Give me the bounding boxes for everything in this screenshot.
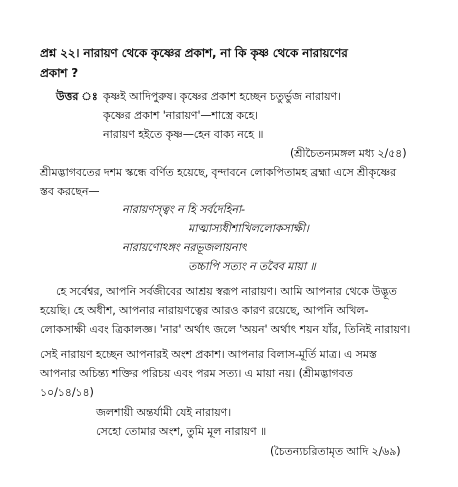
verse-line: জলশায়ী অন্তর্যামী যেই নারায়ণ। (96, 406, 232, 419)
paragraph-line: লোকসাক্ষী এবং ত্রিকালজ্ঞ। 'নার' অর্থাৎ জলে 'অয়ন' অর্থাৎ শয়ন যাঁর, তিনিই নারায়ণ। (40, 323, 411, 336)
paragraph-line: হয়েছি। হে অধীশ, আপনার নারায়ণত্বের আরও কারণ রয়েছে, আপনি অখিল- (40, 304, 369, 317)
paragraph-line: স্তব করছেন— (40, 185, 100, 198)
paragraph-line: হে সর্বেশ্বর, আপনি সর্বজীবের আশ্রয় স্বরূপ নারায়ণ। আমি আপনার থেকে উদ্ভূত (56, 285, 397, 298)
paragraph-line: ১০/১৪/১৪) (40, 386, 94, 399)
citation-chaitanya-charitamrita: (চৈতন্যচরিতামৃত আদি ২/৬৯) (270, 445, 401, 458)
answer-line-1: কৃষ্ণই আদিপুরুষ। কৃষ্ণের প্রকাশ হচ্ছেন চতুর্ভুজ নারায়ণ। (103, 90, 341, 103)
verse-line: নারায়ণস্ত্বং ন হি সর্বদেহিনা- (122, 203, 245, 216)
verse-line: তচ্চাপি সত্যং ন তবৈব মায়া ॥ (188, 260, 316, 273)
answer-line-2: কৃষ্ণের প্রকাশ 'নারায়ণ'—শাস্ত্রে কহে। (103, 109, 258, 122)
question-line-2: প্রকাশ ? (40, 66, 79, 80)
paragraph-line: শ্রীমদ্ভাগবতের দশম স্কন্ধে বর্ণিত হয়েছে, বৃন্দাবনে লোকপিতামহ ব্রহ্মা এসে শ্রীকৃষ্ণের (40, 166, 397, 179)
paragraph-line: আপনার অচিন্ত্য শক্তির পরিচয় এবং পরম সত্য। এ মায়া নয়। (শ্রীমদ্ভাগবত (40, 367, 353, 380)
question-line-1: প্রশ্ন ২২। নারায়ণ থেকে কৃষ্ণের প্রকাশ, না কি কৃষ্ণ থেকে নারায়ণের (40, 46, 348, 60)
answer-label: উত্তর ঃ (56, 90, 98, 103)
verse-line: নারায়ণোঽঙ্গং নরভূজলায়নাৎ (122, 241, 247, 254)
verse-line: সেহো তোমার অংশ, তুমি মূল নারায়ণ ॥ (96, 425, 267, 438)
citation-chaitanya-mangal: (শ্রীচৈতন্যমঙ্গল মধ্য ২/৫৪) (290, 147, 407, 160)
verse-line: মাত্মাস্যধীশাখিললোকসাক্ষী। (188, 222, 309, 235)
answer-line-3: নারায়ণ হইতে কৃষ্ণ—হেন বাক্য নহে ॥ (103, 128, 264, 141)
paragraph-line: সেই নারায়ণ হচ্ছেন আপনারই অংশ প্রকাশ। আপনার বিলাস-মূর্তি মাত্র। এ সমস্ত (40, 348, 377, 361)
